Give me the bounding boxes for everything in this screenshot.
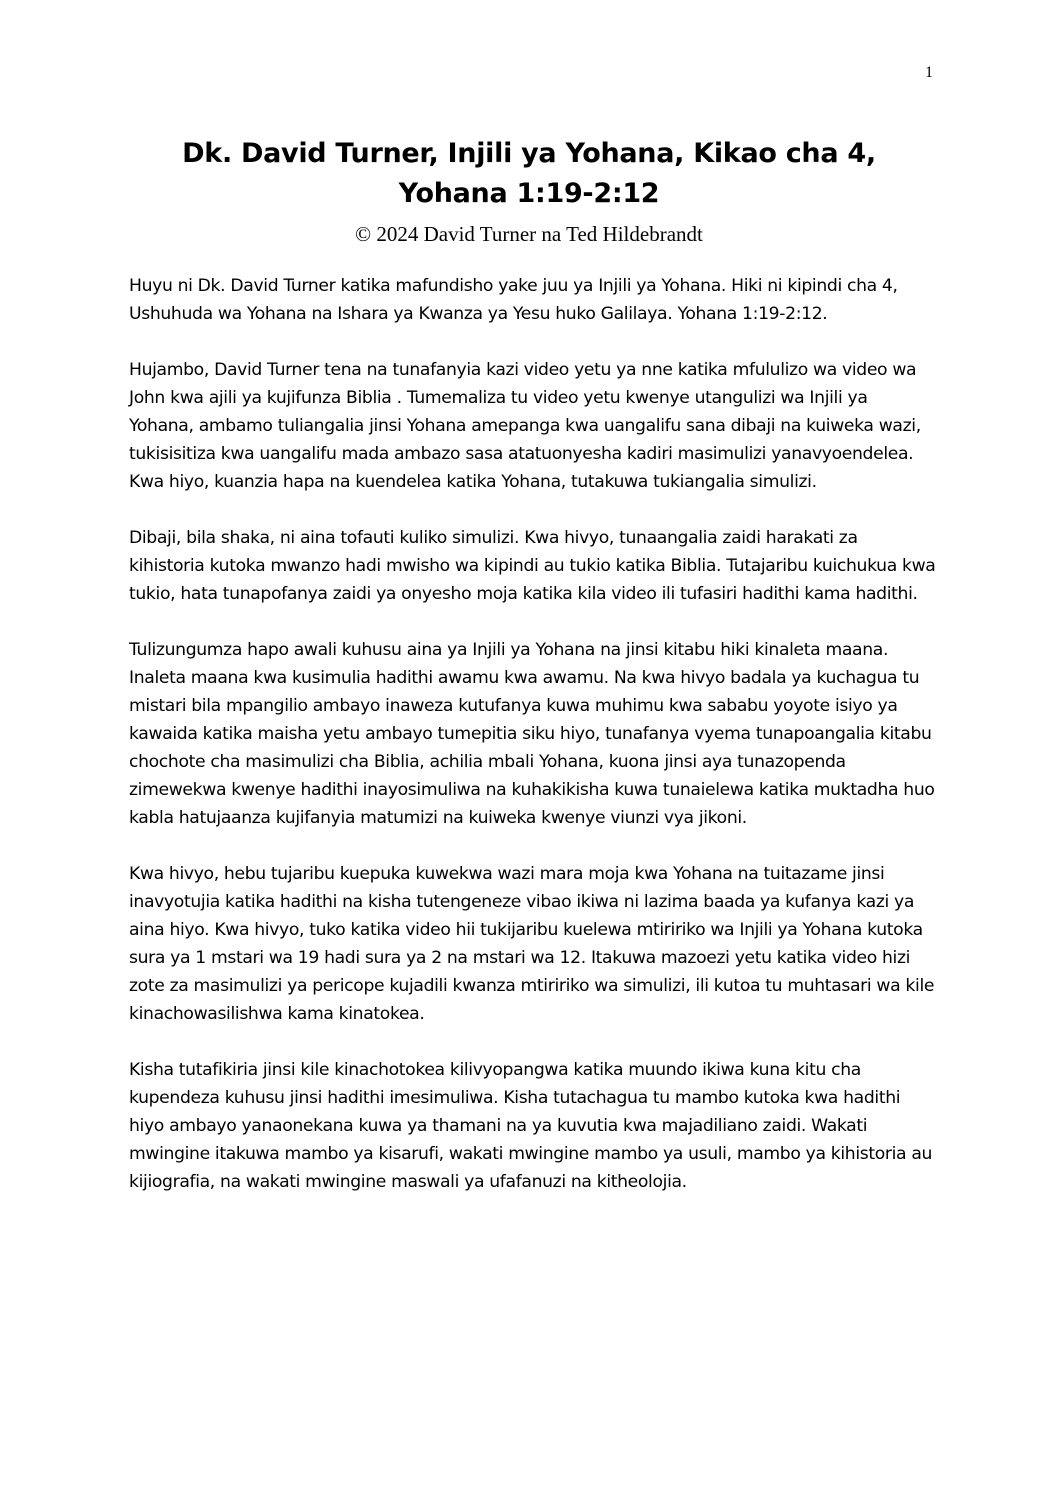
paragraph-3: Dibaji, bila shaka, ni aina tofauti kuliko simulizi. Kwa hivyo, tunaangalia zaidi harakati za kihistoria kutoka mwanzo hadi mwisho wa kipindi au tukio katika Biblia. Tutajaribu kuichukua kwa tukio, hata tunapofanya zaidi ya onyesho moja katika kila video ili tufasiri hadithi kama hadithi. [129,528,936,604]
paragraph-2: Hujambo, David Turner tena na tunafanyia kazi video yetu ya nne katika mfululizo wa video wa John kwa ajili ya kujifunza Biblia . Tumemaliza tu video yetu kwenye utangulizi wa Injili ya Yohana, ambamo tuliangalia jinsi Yohana amepanga kwa uangalifu sana dibaji na kuiweka wazi, tukisisitiza kwa uangalifu mada ambazo sasa atatuonyesha kadiri masimulizi yanavyoendelea. Kwa hiyo, kuanzia hapa na kuendelea katika Yohana, tutakuwa tukiangalia simulizi. [129,360,921,492]
title-line-1: Dk. David Turner, Injili ya Yohana, Kikao cha 4, [182,138,876,169]
paragraph-6: Kisha tutafikiria jinsi kile kinachotokea kilivyopangwa katika muundo ikiwa kuna kitu cha kupendeza kuhusu jinsi hadithi imesimuliwa. Kisha tutachagua tu mambo kutoka kwa hadithi hiyo ambayo yanaonekana kuwa ya thamani na ya kuvutia kwa majadiliano zaidi. Wakati mwingine itakuwa mambo ya kisarufi, wakati mwingine mambo ya usuli, mambo ya kihistoria au kijiografia, na wakati mwingine maswali ya ufafanuzi na kitheolojia. [129,1060,933,1192]
document-body [129,272,937,1224]
paragraph-5: Kwa hivyo, hebu tujaribu kuepuka kuwekwa wazi mara moja kwa Yohana na tuitazame jinsi inavyotujia katika hadithi na kisha tutengeneze vibao ikiwa ni lazima baada ya kufanya kazi ya aina hiyo. Kwa hivyo, tuko katika video hii tukijaribu kuelewa mtiririko wa Injili ya Yohana kutoka sura ya 1 mstari wa 19 hadi sura ya 2 na mstari wa 12. Itakuwa mazoezi yetu katika video hizi zote za masimulizi ya pericope kujadili kwanza mtiririko wa simulizi, ili kutoa tu muhtasari wa kile kinachowasilishwa kama kinatokea. [129,864,935,1024]
copyright-line: © 2024 David Turner na Ted Hildebrandt [355,222,703,246]
page-number: 1 [925,64,933,81]
document-title [0,134,1058,214]
title-line-2: Yohana 1:19-2:12 [398,178,660,209]
paragraph-1: Huyu ni Dk. David Turner katika mafundisho yake juu ya Injili ya Yohana. Hiki ni kipindi cha 4, Ushuhuda wa Yohana na Ishara ya Kwanza ya Yesu huko Galilaya. Yohana 1:19-2:12. [129,276,898,324]
paragraph-4: Tulizungumza hapo awali kuhusu aina ya Injili ya Yohana na jinsi kitabu hiki kinaleta maana. Inaleta maana kwa kusimulia hadithi awamu kwa awamu. Na kwa hivyo badala ya kuchagua tu mistari bila mpangilio ambayo inaweza kutufanya kuwa muhimu kwa sababu yoyote isiyo ya kawaida katika maisha yetu ambayo tumepitia siku hiyo, tunafanya vyema tunapoangalia kitabu chochote cha masimulizi cha Biblia, achilia mbali Yohana, kuona jinsi aya tunazopenda zimewekwa kwenye hadithi inayosimuliwa na kuhakikisha kuwa tunaielewa katika muktadha huo kabla hatujaanza kujifanyia matumizi na kuiweka kwenye viunzi vya jikoni. [129,640,935,828]
